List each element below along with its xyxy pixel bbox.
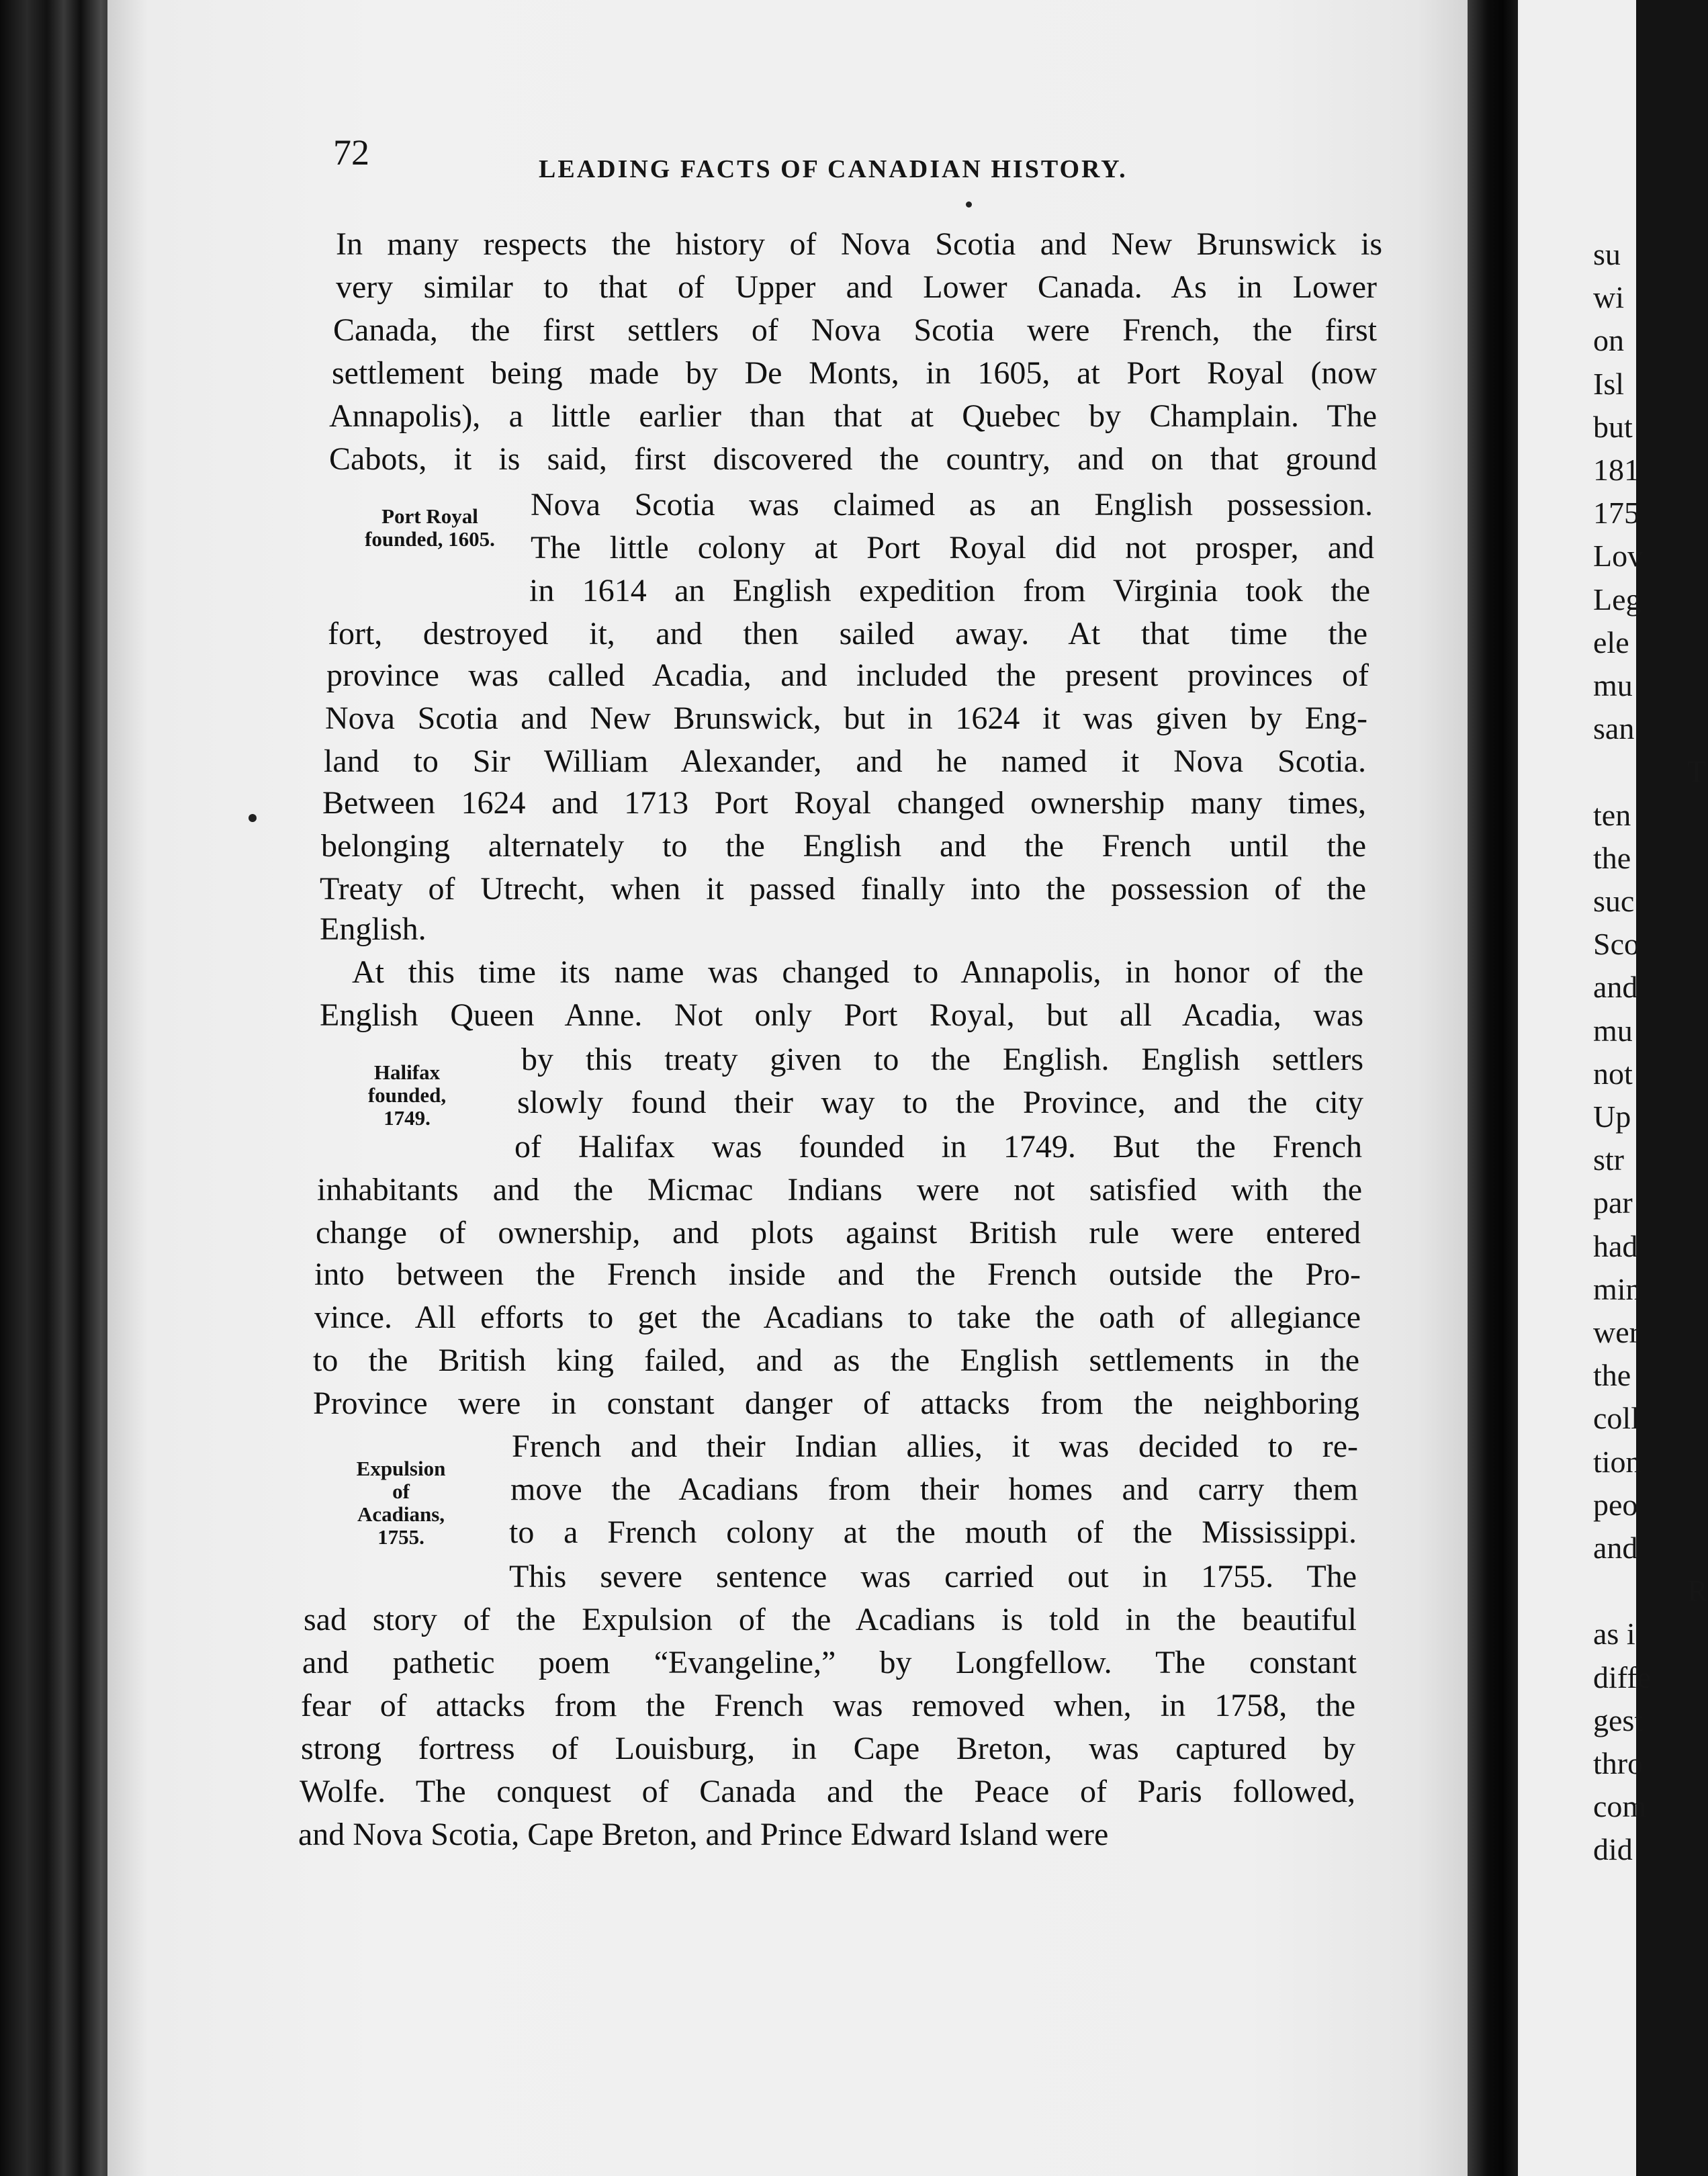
text-line: strong fortress of Louisburg, in Cape Breton, was captured by: [301, 1731, 1355, 1766]
print-speck: [249, 814, 257, 822]
next-page-fragment: tion: [1593, 1444, 1642, 1479]
text-line: move the Acadians from their homes and carry them: [510, 1471, 1358, 1507]
text-line: of Halifax was founded in 1749. But the French: [514, 1129, 1362, 1165]
next-page-fragment: com: [1593, 1789, 1647, 1824]
text-line: and pathetic poem “Evangeline,” by Longfellow. The constant: [302, 1645, 1357, 1680]
text-line: by this treaty given to the English. English settlers: [521, 1042, 1363, 1077]
next-page-fragment: on: [1593, 323, 1624, 358]
running-head: LEADING FACTS OF CANADIAN HISTORY.: [539, 155, 1128, 183]
text-line: change of ownership, and plots against British rule were entered: [316, 1215, 1361, 1251]
text-line: English.: [320, 911, 426, 947]
text-line: and Nova Scotia, Cape Breton, and Prince Edward Island were: [298, 1817, 1109, 1852]
text-line: The little colony at Port Royal did not prosper, and: [531, 530, 1374, 565]
next-page-fragment: and: [1593, 1531, 1638, 1565]
next-page-fragment: 175: [1593, 496, 1639, 531]
margin-note-line: 1755.: [377, 1525, 424, 1549]
next-page-fragment: mu: [1593, 1013, 1633, 1048]
text-line: Nova Scotia and New Brunswick, but in 1624 it was given by Eng-: [325, 700, 1367, 736]
margin-note: [326, 1061, 488, 1130]
text-line: slowly found their way to the Province, and the city: [517, 1085, 1363, 1120]
text-line: Between 1624 and 1713 Port Royal changed ownership many times,: [322, 785, 1366, 821]
next-page-fragment: str: [1593, 1142, 1624, 1177]
margin-note-line: Expulsion: [356, 1457, 446, 1480]
page-gutter: [1468, 0, 1518, 2176]
margin-note-line: of: [392, 1480, 410, 1503]
text-line: Treaty of Utrecht, when it passed finally into the possession of the: [320, 871, 1366, 907]
margin-note: [329, 505, 531, 551]
text-line: land to Sir William Alexander, and he named it Nova Scotia.: [324, 743, 1366, 779]
next-page-fragment: ten: [1593, 797, 1631, 832]
next-page-fragment: the: [1593, 840, 1631, 875]
text-line: fort, destroyed it, and then sailed away. At that time the: [328, 616, 1367, 651]
margin-note-line: founded,: [367, 1083, 447, 1107]
next-page-fragment: did: [1593, 1832, 1633, 1867]
next-page-fragment: R: [1687, 1574, 1708, 1608]
text-line: to a French colony at the mouth of the Mississippi.: [509, 1514, 1357, 1550]
margin-note: [317, 1457, 485, 1549]
margin-note-line: founded, 1605.: [365, 527, 495, 551]
next-page-fragment: par: [1593, 1185, 1633, 1220]
text-line: Nova Scotia was claimed as an English possession.: [531, 487, 1373, 523]
text-line: fear of attacks from the French was removed when, in 1758, the: [301, 1688, 1355, 1723]
next-page-fragment: the: [1593, 1358, 1631, 1393]
next-page-fragment: ele: [1593, 625, 1629, 660]
next-page-fragment: thro: [1593, 1746, 1644, 1780]
next-page-fragment: coll: [1593, 1401, 1639, 1436]
margin-note-line: Acadians,: [357, 1502, 445, 1526]
page-number: 72: [333, 132, 369, 173]
next-page-fragment: wer: [1593, 1315, 1639, 1349]
next-page-fragment: peo: [1593, 1487, 1638, 1522]
margin-note-line: Port Royal: [381, 504, 478, 528]
page-header: [333, 132, 1193, 183]
next-page-fragment: min: [1593, 1271, 1642, 1306]
next-page-fragment: su: [1593, 237, 1621, 271]
next-page-fragment: suc: [1593, 884, 1635, 918]
text-line: inhabitants and the Micmac Indians were not satisfied with the: [317, 1172, 1362, 1208]
next-page-fragment: gest: [1593, 1703, 1644, 1737]
text-line: English Queen Anne. Not only Port Royal, but all Acadia, was: [320, 997, 1363, 1033]
text-line: settlement being made by De Monts, in 1605, at Port Royal (now: [332, 355, 1377, 391]
text-line: Annapolis), a little earlier than that at Quebec by Champlain. The: [329, 398, 1377, 434]
next-page-fragment: had: [1593, 1228, 1638, 1263]
text-line: province was called Acadia, and included the present provinces of: [326, 658, 1369, 693]
next-page-fragment: 181: [1593, 453, 1639, 487]
next-page-fragment: and: [1593, 970, 1638, 1005]
text-line: Wolfe. The conquest of Canada and the Peace of Paris followed,: [300, 1774, 1355, 1809]
text-line: This severe sentence was carried out in 1755. The: [509, 1559, 1357, 1594]
text-line: vince. All efforts to get the Acadians to take the oath of allegiance: [314, 1300, 1361, 1335]
next-page-fragment: san: [1593, 711, 1635, 746]
print-speck: [966, 201, 972, 208]
next-page-fragment: T: [1687, 754, 1707, 789]
margin-note-line: 1749.: [384, 1106, 431, 1130]
text-line: Province were in constant danger of attacks from the neighboring: [313, 1386, 1359, 1421]
text-line: Cabots, it is said, first discovered the country, and on that ground: [329, 441, 1377, 477]
next-page-fragment: Sco: [1593, 927, 1639, 962]
next-page-fragment: Up: [1593, 1099, 1631, 1134]
next-page-fragment: wi: [1593, 280, 1624, 315]
text-line: in 1614 an English expedition from Virginia took the: [529, 573, 1370, 608]
text-line: French and their Indian allies, it was decided to re-: [512, 1429, 1358, 1464]
next-page-fragment: mu: [1593, 668, 1633, 702]
text-line: very similar to that of Upper and Lower Canada. As in Lower: [336, 269, 1377, 305]
text-line: At this time its name was changed to Annapolis, in honor of the: [352, 954, 1363, 990]
next-page-edge: [1518, 0, 1708, 2176]
next-page-fragment: Isl: [1593, 366, 1624, 401]
text-line: into between the French inside and the French outside the Pro-: [314, 1257, 1361, 1292]
next-page-fragment: diffe: [1593, 1660, 1652, 1694]
text-line: to the British king failed, and as the English settlements in the: [313, 1343, 1359, 1378]
next-page-fragment: not: [1593, 1056, 1633, 1091]
next-page-fragment: as i: [1593, 1617, 1635, 1651]
next-page-fragment: Lov: [1593, 539, 1644, 574]
text-line: Canada, the first settlers of Nova Scotia were French, the first: [333, 312, 1377, 348]
next-page-fragment: but: [1593, 409, 1633, 444]
text-line: belonging alternately to the English and the French until the: [321, 828, 1366, 864]
next-page-fragment: Leg: [1593, 582, 1642, 617]
margin-note-line: Halifax: [373, 1060, 441, 1084]
text-line: In many respects the history of Nova Scotia and New Brunswick is: [336, 226, 1382, 262]
text-line: sad story of the Expulsion of the Acadians is told in the beautiful: [304, 1602, 1357, 1637]
